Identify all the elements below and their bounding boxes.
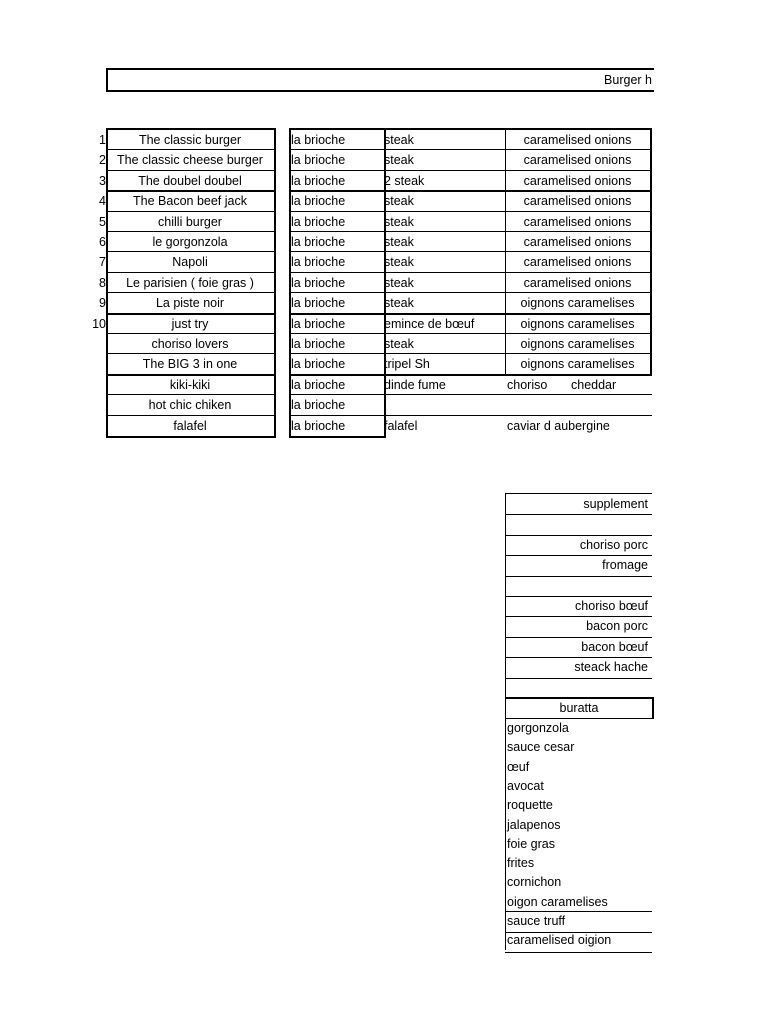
supplement-list-item: frites <box>507 856 535 871</box>
burger-name: hot chic chiken <box>148 398 232 413</box>
topping-cell: oignons caramelises <box>520 337 635 351</box>
bread-cell: la brioche <box>291 337 346 351</box>
burger-name: The Bacon beef jack <box>133 194 247 209</box>
bread-cell: la brioche <box>291 214 346 229</box>
supplement-item: choriso bœuf <box>575 599 648 613</box>
burger-name: kiki-kiki <box>169 377 211 392</box>
row-number: 3 <box>99 173 106 188</box>
row-number: 9 <box>99 296 106 311</box>
list-border <box>505 718 506 950</box>
topping-cell: caramelised onions <box>523 194 632 209</box>
buratta-label: buratta <box>559 701 599 715</box>
row-separator <box>505 911 652 912</box>
burger-name: Le parisien ( foie gras ) <box>126 275 254 290</box>
extra-cell: cheddar <box>571 377 617 392</box>
supplement-item: bacon porc <box>586 619 648 634</box>
meat-cell: steak <box>384 255 414 270</box>
bread-cell: la brioche <box>291 398 346 413</box>
supplement-list-item: roquette <box>507 798 553 813</box>
row-number: 8 <box>99 275 106 290</box>
supplement-item: steack hache <box>574 660 648 675</box>
bread-cell: la brioche <box>291 316 346 331</box>
row-number: 4 <box>99 194 106 209</box>
meat-cell: steak <box>384 194 414 209</box>
bread-cell: la brioche <box>291 173 346 188</box>
topping-cell: caramelised onions <box>523 133 632 147</box>
row-separator <box>505 678 652 679</box>
burger-name: The classic cheese burger <box>117 153 263 168</box>
burger-name: The doubel doubel <box>138 173 242 188</box>
supplement-list-item: oigon caramelises <box>507 894 608 909</box>
row-separator <box>505 952 652 953</box>
page-title: Burger h <box>604 73 652 87</box>
burger-name: Napoli <box>172 255 208 270</box>
topping-cell: caramelised onions <box>523 235 632 249</box>
meat-cell: steak <box>384 153 414 168</box>
burger-name: le gorgonzola <box>152 235 228 249</box>
bread-cell: la brioche <box>291 377 346 392</box>
title-bar <box>106 68 654 92</box>
row-number: 10 <box>92 316 106 331</box>
supplement-list-item: gorgonzola <box>507 721 569 735</box>
topping-cell: choriso <box>507 377 548 392</box>
meat-cell: steak <box>384 214 414 229</box>
topping-cell: caramelised onions <box>523 214 632 229</box>
bread-cell: la brioche <box>291 418 346 433</box>
row-number: 5 <box>99 214 106 229</box>
supplement-list-item: sauce cesar <box>507 740 575 755</box>
topping-cell: oignons caramelises <box>520 316 635 331</box>
meat-cell: steak <box>384 296 414 311</box>
bread-cell: la brioche <box>291 133 346 147</box>
bread-cell: la brioche <box>291 357 346 372</box>
burger-name: chilli burger <box>158 214 222 229</box>
bread-cell: la brioche <box>291 296 346 311</box>
meat-cell: falafel <box>384 418 418 433</box>
meat-cell: steak <box>384 275 414 290</box>
meat-cell: steak <box>384 235 414 249</box>
supplement-list-item: foie gras <box>507 836 555 851</box>
supplement-list-item: avocat <box>507 778 544 793</box>
row-number: 7 <box>99 255 106 270</box>
topping-cell: oignons caramelises <box>520 357 635 372</box>
row-separator <box>505 576 652 577</box>
meat-cell: tripel Sh <box>384 357 430 372</box>
topping-cell: oignons caramelises <box>520 296 635 311</box>
topping-cell: caramelised onions <box>523 173 632 188</box>
supplement-item: fromage <box>602 558 648 573</box>
supplement-list-item: jalapenos <box>507 817 561 832</box>
bread-cell: la brioche <box>291 275 346 290</box>
meat-cell: dinde fume <box>384 377 446 392</box>
burger-name: falafel <box>173 418 207 433</box>
burger-name: just try <box>171 316 209 331</box>
bread-cell: la brioche <box>291 194 346 209</box>
row-separator <box>505 514 652 515</box>
meat-cell: steak <box>384 133 414 147</box>
row-number: 2 <box>99 153 106 168</box>
burger-name: choriso lovers <box>151 337 229 351</box>
burger-name: The BIG 3 in one <box>142 357 238 372</box>
supplement-list-item: caramelised oigion <box>507 933 612 948</box>
supplement-item: bacon bœuf <box>581 639 648 654</box>
topping-cell: caramelised onions <box>523 255 632 270</box>
row-number: 6 <box>99 235 106 249</box>
bread-cell: la brioche <box>291 255 346 270</box>
bread-cell: la brioche <box>291 153 346 168</box>
meat-cell: 2 steak <box>384 173 425 188</box>
supplement-header: supplement <box>583 497 648 511</box>
supplement-list-item: œuf <box>507 759 530 774</box>
topping-cell: caviar d aubergine <box>507 418 610 433</box>
bread-cell: la brioche <box>291 235 346 249</box>
burger-name: La piste noir <box>155 296 225 311</box>
row-separator <box>505 932 652 933</box>
meat-cell: steak <box>384 337 414 351</box>
supplement-item: choriso porc <box>579 537 648 552</box>
row-number: 1 <box>99 133 106 147</box>
supplement-list-item: cornichon <box>507 875 562 890</box>
burger-name: The classic burger <box>138 133 242 147</box>
supplement-list-item: sauce truff <box>507 914 566 928</box>
meat-cell: emince de bœuf <box>384 316 475 331</box>
topping-cell: caramelised onions <box>523 275 632 290</box>
topping-cell: caramelised onions <box>523 153 632 168</box>
